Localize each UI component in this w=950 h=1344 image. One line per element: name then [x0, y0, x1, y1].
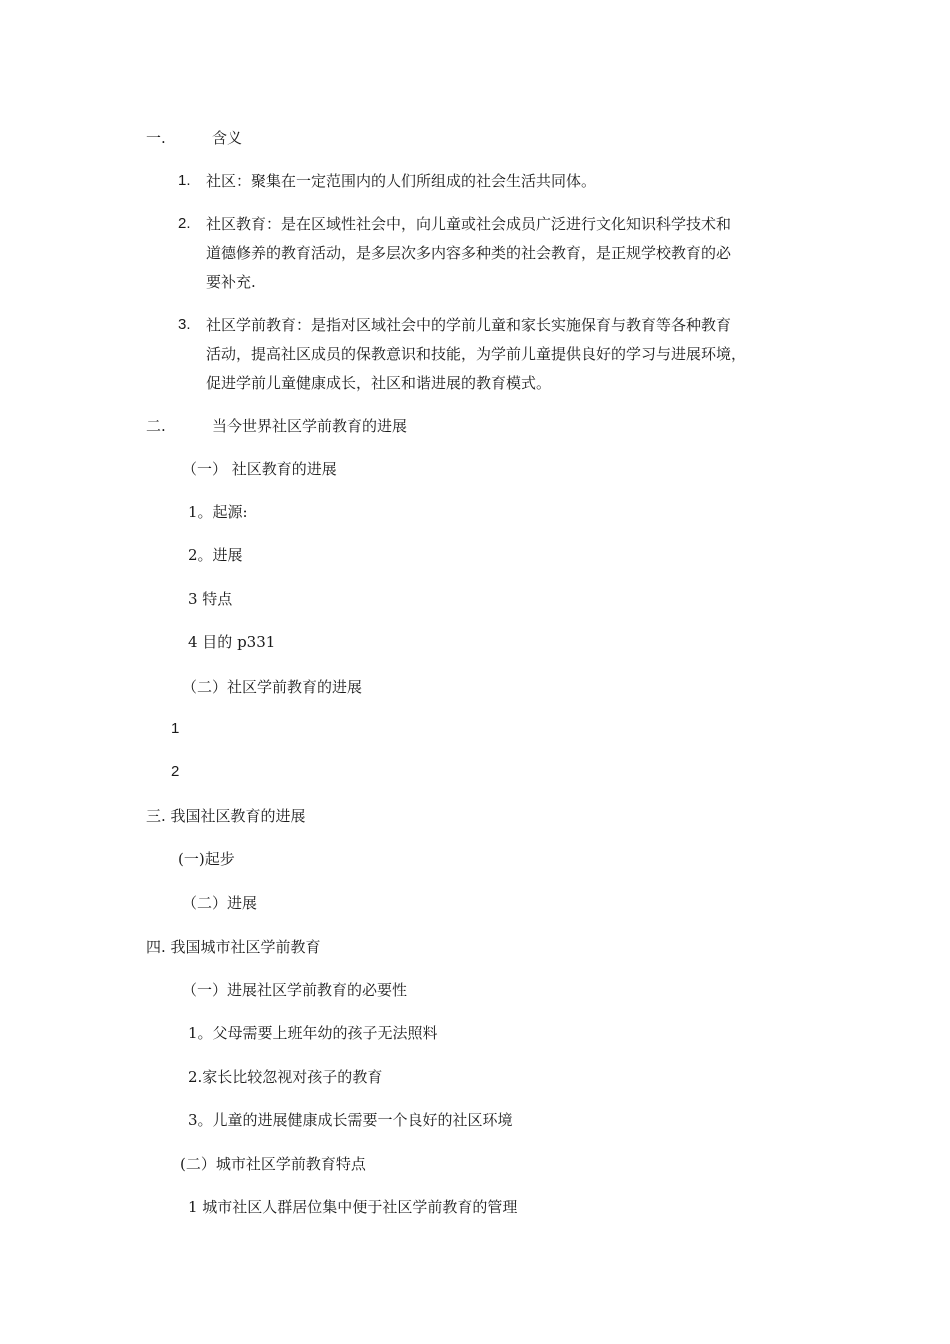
- section-4-sub1-item-2: 2.家长比较忽视对孩子的教育: [188, 1068, 383, 1086]
- section-4-sub1-heading: （一）进展社区学前教育的必要性: [182, 981, 408, 999]
- section-3-heading: 三. 我国社区教育的进展: [146, 807, 306, 825]
- section-2-sub2-item-2: 2: [171, 763, 180, 780]
- section-2-sub1-item-1: 1。起源:: [188, 503, 248, 521]
- section-4-sub1-item-1: 1。父母需要上班年幼的孩子无法照料: [188, 1024, 438, 1042]
- section-3-sub1: (一)起步: [178, 850, 235, 868]
- section-4-sub2-heading: (二）城市社区学前教育特点: [180, 1155, 366, 1173]
- item-2-text-line-3: 要补充.: [206, 273, 256, 291]
- item-1-number: 1.: [178, 172, 191, 189]
- section-2-sub1-item-2: 2。进展: [188, 546, 243, 564]
- section-1-marker: 一.: [146, 129, 166, 147]
- section-1-title: 含义: [212, 129, 243, 147]
- section-2-sub1-item-3: 3 特点: [188, 590, 233, 608]
- section-2-sub1-item-4: 4 目的 p331: [188, 633, 276, 651]
- section-2-sub2-heading: （二）社区学前教育的进展: [182, 678, 363, 696]
- item-2-text-line-2: 道德修养的教育活动，是多层次多内容多种类的社会教育，是正规学校教育的必: [206, 244, 732, 262]
- section-3-sub2: （二）进展: [182, 894, 258, 912]
- item-3-text-line-2: 活动，提高社区成员的保教意识和技能，为学前儿童提供良好的学习与进展环境，: [206, 345, 747, 363]
- item-3-number: 3.: [178, 316, 191, 333]
- item-3-text-line-1: 社区学前教育：是指对区域社会中的学前儿童和家长实施保育与教育等各种教育: [206, 316, 732, 334]
- section-2-sub1-heading: （一） 社区教育的进展: [182, 460, 337, 478]
- item-2-number: 2.: [178, 215, 191, 232]
- section-4-heading: 四. 我国城市社区学前教育: [146, 938, 321, 956]
- section-2-sub2-item-1: 1: [171, 720, 180, 737]
- section-2-marker: 二.: [146, 417, 166, 435]
- item-2-text-line-1: 社区教育：是在区域性社会中，向儿童或社会成员广泛进行文化知识科学技术和: [206, 215, 732, 233]
- item-1-text: 社区：聚集在一定范围内的人们所组成的社会生活共同体。: [206, 172, 597, 190]
- item-3-text-line-3: 促进学前儿童健康成长，社区和谐进展的教育模式。: [206, 374, 552, 392]
- section-4-sub1-item-3: 3。儿童的进展健康成长需要一个良好的社区环境: [188, 1111, 513, 1129]
- section-2-title: 当今世界社区学前教育的进展: [212, 417, 408, 435]
- section-4-sub2-item-1: 1 城市社区人群居位集中便于社区学前教育的管理: [188, 1198, 518, 1216]
